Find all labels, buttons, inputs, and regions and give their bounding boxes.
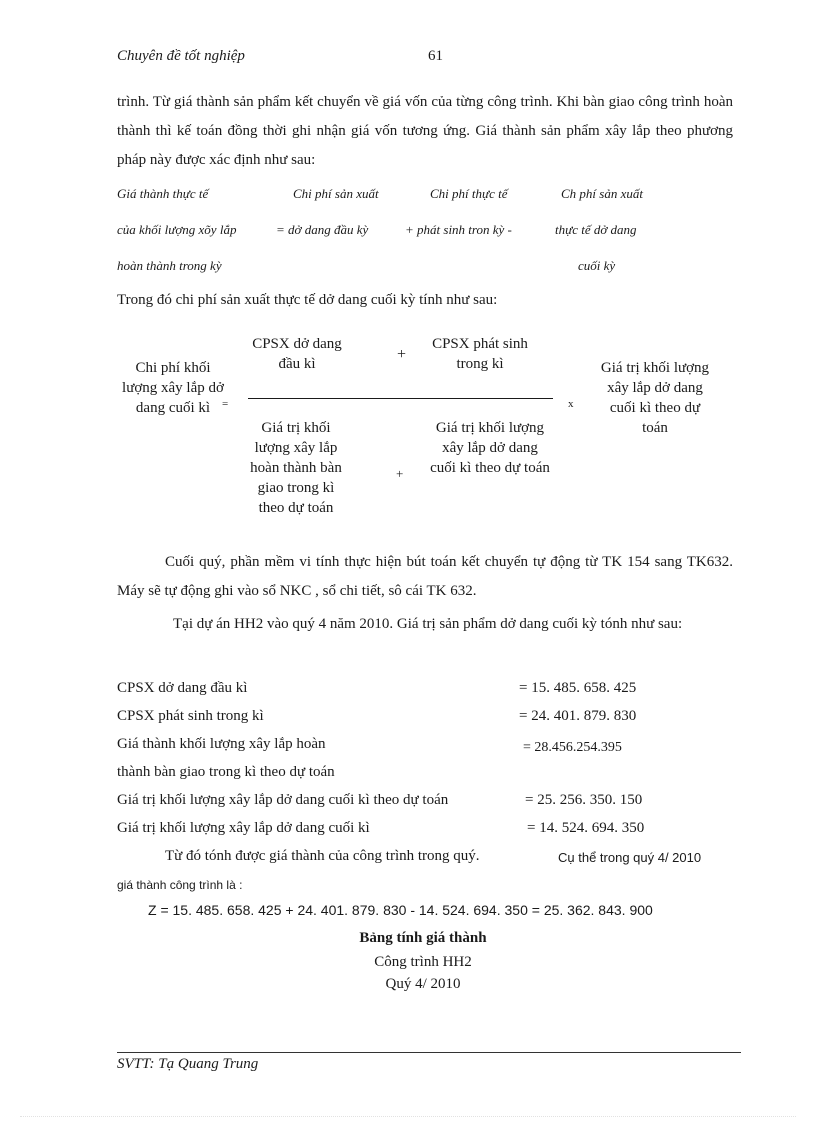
plus-top: + xyxy=(397,346,407,363)
value-label: CPSX dở dang đầu kì xyxy=(117,680,248,696)
formula1-term: của khối lượng xõy lắp xyxy=(117,222,237,237)
formula1-term: Chi phí thực tế xyxy=(430,186,508,201)
value-amount: = 14. 524. 694. 350 xyxy=(527,820,645,836)
value-label: Giá trị khối lượng xây lắp dở dang cuối kì theo dự toán xyxy=(117,792,449,808)
footer-author: SVTT: Tạ Quang Trung xyxy=(117,1056,259,1072)
page-bottom-border xyxy=(20,1116,796,1117)
formula2-right: Giá trị khối lượng xây lắp dở dang cuối kì theo dự toán xyxy=(600,360,710,436)
formula1-term: Giá thành thực tế xyxy=(117,186,209,201)
project-paragraph: Tại dự án HH2 vào quý 4 năm 2010. Giá trị sản phẩm dở dang cuối kỳ tónh như sau: xyxy=(173,616,683,632)
table-title: Bảng tính giá thành xyxy=(359,930,487,946)
conclusion-text: giá thành công trình là : xyxy=(117,878,243,892)
value-label: Giá trị khối lượng xây lắp dở dang cuối kì xyxy=(117,820,370,836)
header-title: Chuyên đề tốt nghiệp xyxy=(117,48,245,64)
value-amount: = 24. 401. 879. 830 xyxy=(519,708,637,724)
plus-bottom: + xyxy=(396,466,404,481)
formula1-term: cuối kỳ xyxy=(578,258,616,273)
formula2-left: Chi phí khối lượng xây lắp dở dang cuối kì xyxy=(122,360,224,416)
value-amount: = 15. 485. 658. 425 xyxy=(519,680,637,696)
z-formula: Z = 15. 485. 658. 425 + 24. 401. 879. 830 - 14. 524. 694. 350 = 25. 362. 843. 900 xyxy=(148,902,653,918)
table-subtitle: Công trình HH2 xyxy=(374,954,472,970)
conclusion-text: Cụ thể trong quý 4/ 2010 xyxy=(558,850,702,865)
value-label: CPSX phát sinh trong kì xyxy=(117,708,264,724)
table-period: Quý 4/ 2010 xyxy=(385,976,461,992)
where-text: Trong đó chi phí sản xuất thực tế dở dang cuối kỳ tính như sau: xyxy=(117,292,498,308)
formula1-term: hoàn thành trong kỳ xyxy=(117,258,222,273)
value-amount: = 28.456.254.395 xyxy=(523,740,622,755)
value-amount: = 25. 256. 350. 150 xyxy=(525,792,643,808)
times-sign: x xyxy=(568,398,574,410)
formula1-term: = dở dang đầu kỳ xyxy=(276,222,369,237)
fraction-line xyxy=(248,398,553,399)
formula1-term: Ch phí sản xuất xyxy=(561,186,643,201)
equals-sign: = xyxy=(222,398,229,410)
formula1-term: + phát sinh tron kỳ - xyxy=(405,222,512,237)
footer-divider xyxy=(117,1052,741,1053)
formula1-term: thực tế dở dang xyxy=(555,222,637,237)
end-quarter-paragraph: Cuối quý, phần mềm vi tính thực hiện bút toán kết chuyển tự động từ TK 154 sang TK632. Máy sẽ tự động ghi vào sổ NKC , sổ chi tiết, sô cái TK 632. xyxy=(117,554,733,599)
value-label-continued: thành bàn giao trong kì theo dự toán xyxy=(117,764,335,780)
page-number: 61 xyxy=(428,48,443,64)
value-label: Giá thành khối lượng xây lắp hoàn xyxy=(117,736,326,752)
denominator-b: Giá trị khối lượng xây lắp dở dang cuối kì theo dự toán xyxy=(430,420,550,476)
conclusion-text: Từ đó tónh được giá thành của công trình trong quý. xyxy=(165,848,480,864)
numerator-a: CPSX dở dang đầu kì xyxy=(252,336,342,372)
denominator-a: Giá trị khối lượng xây lắp hoàn thành bàn giao trong kì theo dự toán xyxy=(250,420,342,516)
numerator-b: CPSX phát sinh trong kì xyxy=(432,336,528,372)
intro-paragraph: trình. Từ giá thành sản phẩm kết chuyển về giá vốn của từng công trình. Khi bàn giao công trình hoàn thành thì kế toán đồng thời ghi nhận giá vốn tương ứng. Giá thành sản phẩm xây lắp theo phương pháp này được xác định như sau: xyxy=(117,94,733,168)
formula1-term: Chi phí sản xuất xyxy=(293,186,379,201)
